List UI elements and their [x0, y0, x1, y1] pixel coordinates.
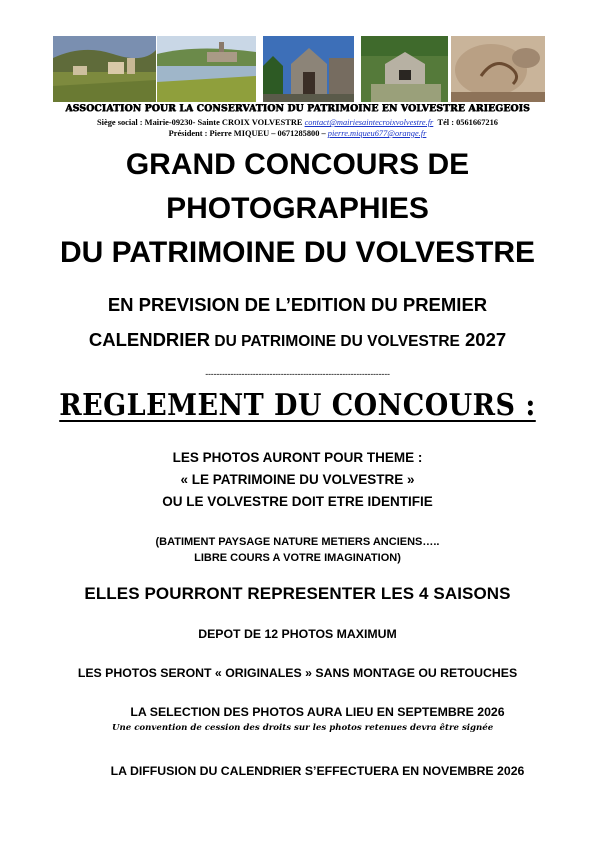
max-photos-rule: DEPOT DE 12 PHOTOS MAXIMUM [198, 627, 397, 641]
theme-line-2: « LE PATRIMOINE DU VOLVESTRE » [180, 472, 415, 487]
theme-line-3: OU LE VOLVESTRE DOIT ETRE IDENTIFIE [162, 494, 433, 509]
selection-date: LA SELECTION DES PHOTOS AURA LIEU EN SEPTEMBRE 2026 [130, 705, 505, 719]
title-line-1: GRAND CONCOURS DE [125, 148, 470, 181]
photo-lake-church [157, 36, 256, 102]
subtitle-calendar: CALENDRIER [88, 329, 211, 350]
photo-village-hillside [53, 36, 156, 102]
photo-stone-chapel [263, 36, 354, 102]
distribution-date: LA DIFFUSION DU CALENDRIER S’EFFECTUERA EN NOVEMBRE 2026 [110, 764, 525, 778]
seasons-statement: ELLES POURRONT REPRESENTER LES 4 SAISONS [84, 584, 511, 603]
president-email-link[interactable]: pierre.miqueu677@orange.fr [327, 129, 427, 138]
subtitle-heritage: DU PATRIMOINE DU VOLVESTRE [210, 333, 460, 350]
examples-line-1: (BATIMENT PAYSAGE NATURE METIERS ANCIENS….. [155, 536, 440, 548]
subtitle-line-1: EN PREVISION DE L’EDITION DU PREMIER [107, 294, 488, 315]
theme-line-1: LES PHOTOS AURONT POUR THEME : [172, 450, 423, 465]
photo-strip [53, 36, 545, 102]
president-info: Président : Pierre MIQUEU – 0671285800 – [168, 129, 326, 138]
title-line-3: DU PATRIMOINE DU VOLVESTRE [59, 236, 536, 269]
subtitle-line-2 [0, 330, 595, 352]
phone-number: Tél : 0561667216 [437, 118, 498, 127]
contact-email-link[interactable]: contact@mairiesaintecroixvolvestre.fr [304, 118, 434, 127]
title-line-2: PHOTOGRAPHIES [166, 192, 429, 225]
examples-line-2: LIBRE COURS A VOTRE IMAGINATION) [194, 552, 401, 564]
association-name: ASSOCIATION POUR LA CONSERVATION DU PATRIMOINE EN VOLVESTRE ARIEGEOIS [65, 103, 530, 114]
originals-rule: LES PHOTOS SERONT « ORIGINALES » SANS MONTAGE OU RETOUCHES [77, 666, 518, 680]
subtitle-year: 2027 [459, 329, 507, 350]
photo-bread-oven [361, 36, 448, 102]
rights-note: Une convention de cession des droits sur les photos retenues devra être signée [112, 723, 494, 733]
rules-heading: REGLEMENT DU CONCOURS : [59, 388, 536, 423]
photo-cave-painting [451, 36, 545, 102]
president-line [0, 129, 595, 138]
seat-address: Siège social : Mairie-09230- Sainte CROIX VOLVESTRE [97, 118, 303, 127]
separator-line: ------------------------------------------------------------------ [205, 369, 390, 379]
contact-line [0, 118, 595, 127]
